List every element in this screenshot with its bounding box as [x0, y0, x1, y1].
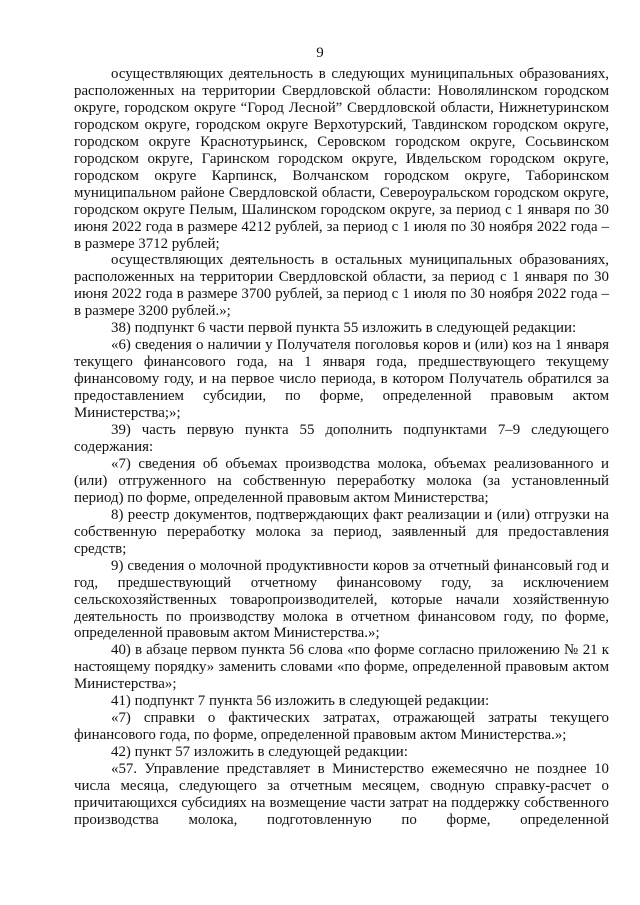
paragraph: 38) подпункт 6 части первой пункта 55 изложить в следующей редакции: [111, 320, 577, 337]
paragraph: «57. Управление представляет в Министерство ежемесячно не позднее 10 числа месяца, следующего за отчетным месяцем, сводную справку-расчет о причитающихся субсидиях на возмещение части затрат на поддержку собственного производства молока, подготовленную по форме, определенной [74, 761, 609, 828]
paragraph: «7) сведения об объемах производства молока, объемах реализованного и (или) отгруженного на собственную переработку молока (за установленный период) по форме, определенной правовым актом Министерства; [74, 455, 609, 506]
page-number: 9 [316, 45, 324, 61]
paragraph: осуществляющих деятельность в следующих муниципальных образованиях, расположенных на территории Свердловской области: Новолялинском городском округе, городском округе “Город Лесной” Свердловской области, Нижнетуринском городском округе, городском округе Верхотурский, Тавдинском городском округе, городском округе Краснотурьинск, Серовском городском округе, Сосьвинском городском округе, Гаринском городском округе, Ивдельском городском округе, городском округе Карпинск, Волчанском городском округе, Таборинском муниципальном районе Свердловской области, Североуральском городском округе, городском округе Пелым, Шалинском городском округе, за период с 1 января по 30 июня 2022 года в размере 4212 рублей, за период с 1 июля по 30 ноября 2022 года – в размере 3712 рублей; [74, 66, 609, 252]
document-body [74, 66, 609, 829]
paragraph: 39) часть первую пункта 55 дополнить подпунктами 7–9 следующего содержания: [74, 422, 609, 455]
paragraph: осуществляющих деятельность в остальных муниципальных образованиях, расположенных на территории Свердловской области, за период с 1 января по 30 июня 2022 года в размере 3700 рублей, за период с 1 июля по 30 ноября 2022 года – в размере 3200 рублей.»; [74, 252, 609, 320]
paragraph: 41) подпункт 7 пункта 56 изложить в следующей редакции: [111, 693, 490, 710]
paragraph: 40) в абзаце первом пункта 56 слова «по форме согласно приложению № 21 к настоящему порядку» заменить словами «по форме, определенной правовым актом Министерства»; [74, 642, 609, 693]
paragraph: 8) реестр документов, подтверждающих факт реализации и (или) отгрузки на собственную переработку молока за период, заявленный для предоставления средств; [74, 506, 609, 557]
paragraph: 9) сведения о молочной продуктивности коров за отчетный финансовый год и год, предшествующий отчетному финансовому году, за исключением сельскохозяйственных товаропроизводителей, которые начали хозяйственную деятельность по производству молока в отчетном финансовом году, по форме, определенной правовым актом Министерства.»; [74, 557, 609, 642]
paragraph: «6) сведения о наличии у Получателя поголовья коров и (или) коз на 1 января текущего финансового года, на 1 января года, предшествующего текущему финансовому году, и на первое число периода, в котором Получатель обратился за предоставлением субсидии, по форме, определенной правовым актом Министерства;»; [74, 337, 609, 422]
paragraph: 42) пункт 57 изложить в следующей редакции: [111, 744, 408, 761]
paragraph: «7) справки о фактических затратах, отражающей затраты текущего финансового года, по форме, определенной правовым актом Министерства.»; [74, 710, 609, 744]
